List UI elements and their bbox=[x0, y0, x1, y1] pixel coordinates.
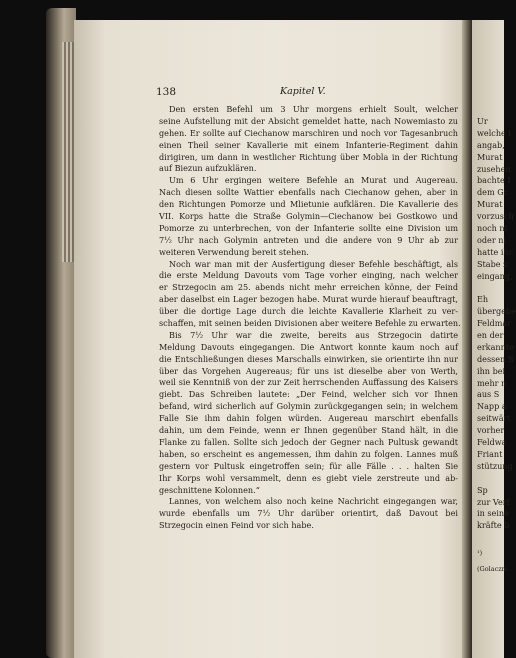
text-line: Pomorze zu unterbrechen, von der Infanterie sollte eine Division um bbox=[159, 222, 458, 233]
text-line: weil sie Kenntniß von der zur Zeit herrschenden Auffassung des Kaisers bbox=[159, 377, 458, 388]
facing-page-text bbox=[477, 116, 516, 576]
facing-page-line: noch ni bbox=[477, 223, 508, 234]
facing-page-line: angab, bbox=[477, 139, 505, 150]
facing-page-line: Sp bbox=[477, 484, 488, 495]
text-line: gehen. Er sollte auf Ciechanow marschiren und noch vor Tagesanbruch bbox=[159, 127, 458, 138]
text-line: weiteren Verwendung bereit stehen. bbox=[159, 246, 309, 257]
text-line: er Strzegocin am 25. abends nicht mehr erreichen könne, der Feind bbox=[159, 282, 458, 293]
facing-page-line: vorher bbox=[477, 425, 505, 436]
text-line: Ihr Korps wohl versammelt, denn es giebt viele zerstreute und ab- bbox=[159, 472, 458, 483]
facing-page-line: (Golaczm bbox=[477, 564, 508, 573]
text-line: den Richtungen Pomorze und Mlietunie aufklären. Die Kavallerie des bbox=[159, 199, 458, 210]
facing-page-line: Feldwa bbox=[477, 437, 507, 448]
text-line: Falle Sie ihm dahin folgen würden. Augereau marschirt ebenfalls bbox=[159, 413, 458, 424]
text-line: gestern vor Pultusk eingetroffen sein; für alle Fälle . . . halten Sie bbox=[159, 460, 458, 471]
text-line: schaffen, mit seinen beiden Divisionen aber weitere Befehle zu erwarten. bbox=[159, 318, 461, 329]
text-line: giebt. Das Schreiben lautete: „Der Feind, welcher sich vor Ihnen bbox=[159, 389, 458, 400]
text-line: Noch war man mit der Ausfertigung dieser Befehle beschäftigt, als bbox=[169, 258, 458, 269]
paragraph-3 bbox=[159, 258, 461, 330]
text-line: Den ersten Befehl um 3 Uhr morgens erhielt Soult, welcher bbox=[169, 104, 458, 114]
facing-page-line: ihn bei bbox=[477, 365, 506, 376]
facing-page-line: Ur bbox=[477, 116, 488, 126]
facing-page-line: seitwärt bbox=[477, 413, 511, 424]
text-line: aber daselbst ein Lager bezogen habe. Murat wurde hierauf beauftragt, bbox=[159, 294, 458, 305]
text-line: Um 6 Uhr ergingen weitere Befehle an Murat und Augereau. bbox=[169, 175, 458, 186]
text-line: einen Theil seiner Kavallerie mit einem Infanterie-Regiment dahin bbox=[159, 139, 458, 150]
facing-page-line: erkannte bbox=[477, 341, 514, 352]
facing-page-line: dessen S bbox=[477, 353, 514, 364]
text-line: auf Biezun aufzuklären. bbox=[159, 163, 257, 174]
facing-page-line bbox=[477, 532, 507, 544]
facing-page-line: Feldmar bbox=[477, 318, 512, 329]
text-line: Flanke zu fallen. Sollte sich jedoch der Gegner nach Pultusk gewandt bbox=[159, 436, 458, 447]
facing-page-line: kräfte b bbox=[477, 520, 510, 531]
text-line: Nach diesen sollte Wattier ebenfalls nach Ciechanow gehen, aber in bbox=[159, 187, 458, 198]
text-line: Meldung Davouts eingegangen. Die Antwort konnte kaum noch auf bbox=[159, 341, 458, 352]
facing-page-line: en der bbox=[477, 330, 504, 341]
facing-page-line: vorzusch bbox=[477, 211, 514, 222]
facing-page-line: in seine bbox=[477, 508, 509, 519]
paragraph-4 bbox=[159, 330, 458, 496]
facing-page-line bbox=[477, 473, 507, 485]
facing-page-line: oder ni bbox=[477, 234, 507, 245]
facing-page-line: mehr n bbox=[477, 377, 507, 388]
text-line: VII. Korps hatte die Straße Golymin—Ciechanow bei Gostkowo und bbox=[159, 211, 458, 222]
text-line: befand, wird sicherlich auf Golymin zurückgegangen sein; in welchem bbox=[159, 401, 458, 412]
text-line: 7½ Uhr nach Golymin antreten und die andere von 9 Uhr ab zur bbox=[159, 234, 458, 245]
facing-page-line: Napp a bbox=[477, 401, 507, 412]
text-line: Lannes, von welchem also noch keine Nachricht eingegangen war, bbox=[169, 496, 458, 507]
text-line: geschnittene Kolonnen.“ bbox=[159, 484, 260, 495]
facing-page-line: dem Gr bbox=[477, 187, 508, 198]
text-line: über das Vorgehen Augereaus; für uns ist dieselbe aber von Werth, bbox=[159, 365, 458, 376]
paragraph-2 bbox=[159, 175, 458, 258]
facing-page-line: zur Verf bbox=[477, 496, 510, 507]
facing-page-line: welche i bbox=[477, 127, 512, 138]
facing-page-line: bachte I bbox=[477, 175, 511, 186]
facing-page-line: Friant bbox=[477, 448, 503, 459]
text-line: seine Aufstellung mit der Absicht gemeldet hatte, nach Nowemiasto zu bbox=[159, 115, 458, 126]
paragraph-1 bbox=[159, 104, 458, 175]
main-text-block bbox=[159, 104, 461, 532]
book-gutter bbox=[462, 20, 472, 658]
facing-page-line: eingang, bbox=[477, 270, 513, 281]
text-line: wurde ebenfalls um 7½ Uhr darüber orientirt, daß Davout bei bbox=[159, 508, 458, 519]
text-line: dirigiren, um dann in westlicher Richtung über Mobla in der Richtung bbox=[159, 151, 458, 162]
facing-page-line: Stabe z bbox=[477, 258, 508, 269]
facing-page-line: Murat bbox=[477, 199, 503, 210]
facing-page-line: übergebe bbox=[477, 306, 516, 317]
facing-page-line bbox=[477, 282, 507, 294]
running-head: Kapitel V. bbox=[280, 86, 326, 97]
facing-page-line: ¹) bbox=[477, 549, 483, 558]
text-line: über die dortige Lage durch die leichte Kavallerie Klarheit zu ver- bbox=[159, 306, 458, 317]
facing-page-line: hatte ihr bbox=[477, 246, 513, 257]
facing-page-line: Eh bbox=[477, 294, 489, 305]
text-line: haben, so erscheint es angemessen, ihm dahin zu folgen. Lannes muß bbox=[159, 448, 458, 459]
page-number: 138 bbox=[156, 86, 177, 98]
paragraph-5 bbox=[159, 496, 458, 532]
facing-page-line: Murat bbox=[477, 151, 503, 162]
facing-page-line: stützung bbox=[477, 460, 513, 471]
facing-page-line: zusehen. bbox=[477, 163, 514, 174]
text-line: Bis 7½ Uhr war die zweite, bereits aus Strzegocin datirte bbox=[169, 329, 458, 340]
text-line: Strzegocin einen Feind vor sich habe. bbox=[159, 520, 314, 531]
facing-page-line: aus S bbox=[477, 389, 500, 400]
text-line: die Entschließungen dieses Marschalls einwirken, sie orientirte ihn nur bbox=[159, 353, 458, 364]
page-header bbox=[156, 86, 454, 100]
text-line: die erste Meldung Davouts vom Tage vorher einging, nach welcher bbox=[159, 270, 458, 281]
text-line: dahin, um dem Feinde, wenn er Ihnen gegenüber Stand hält, in die bbox=[159, 425, 458, 436]
